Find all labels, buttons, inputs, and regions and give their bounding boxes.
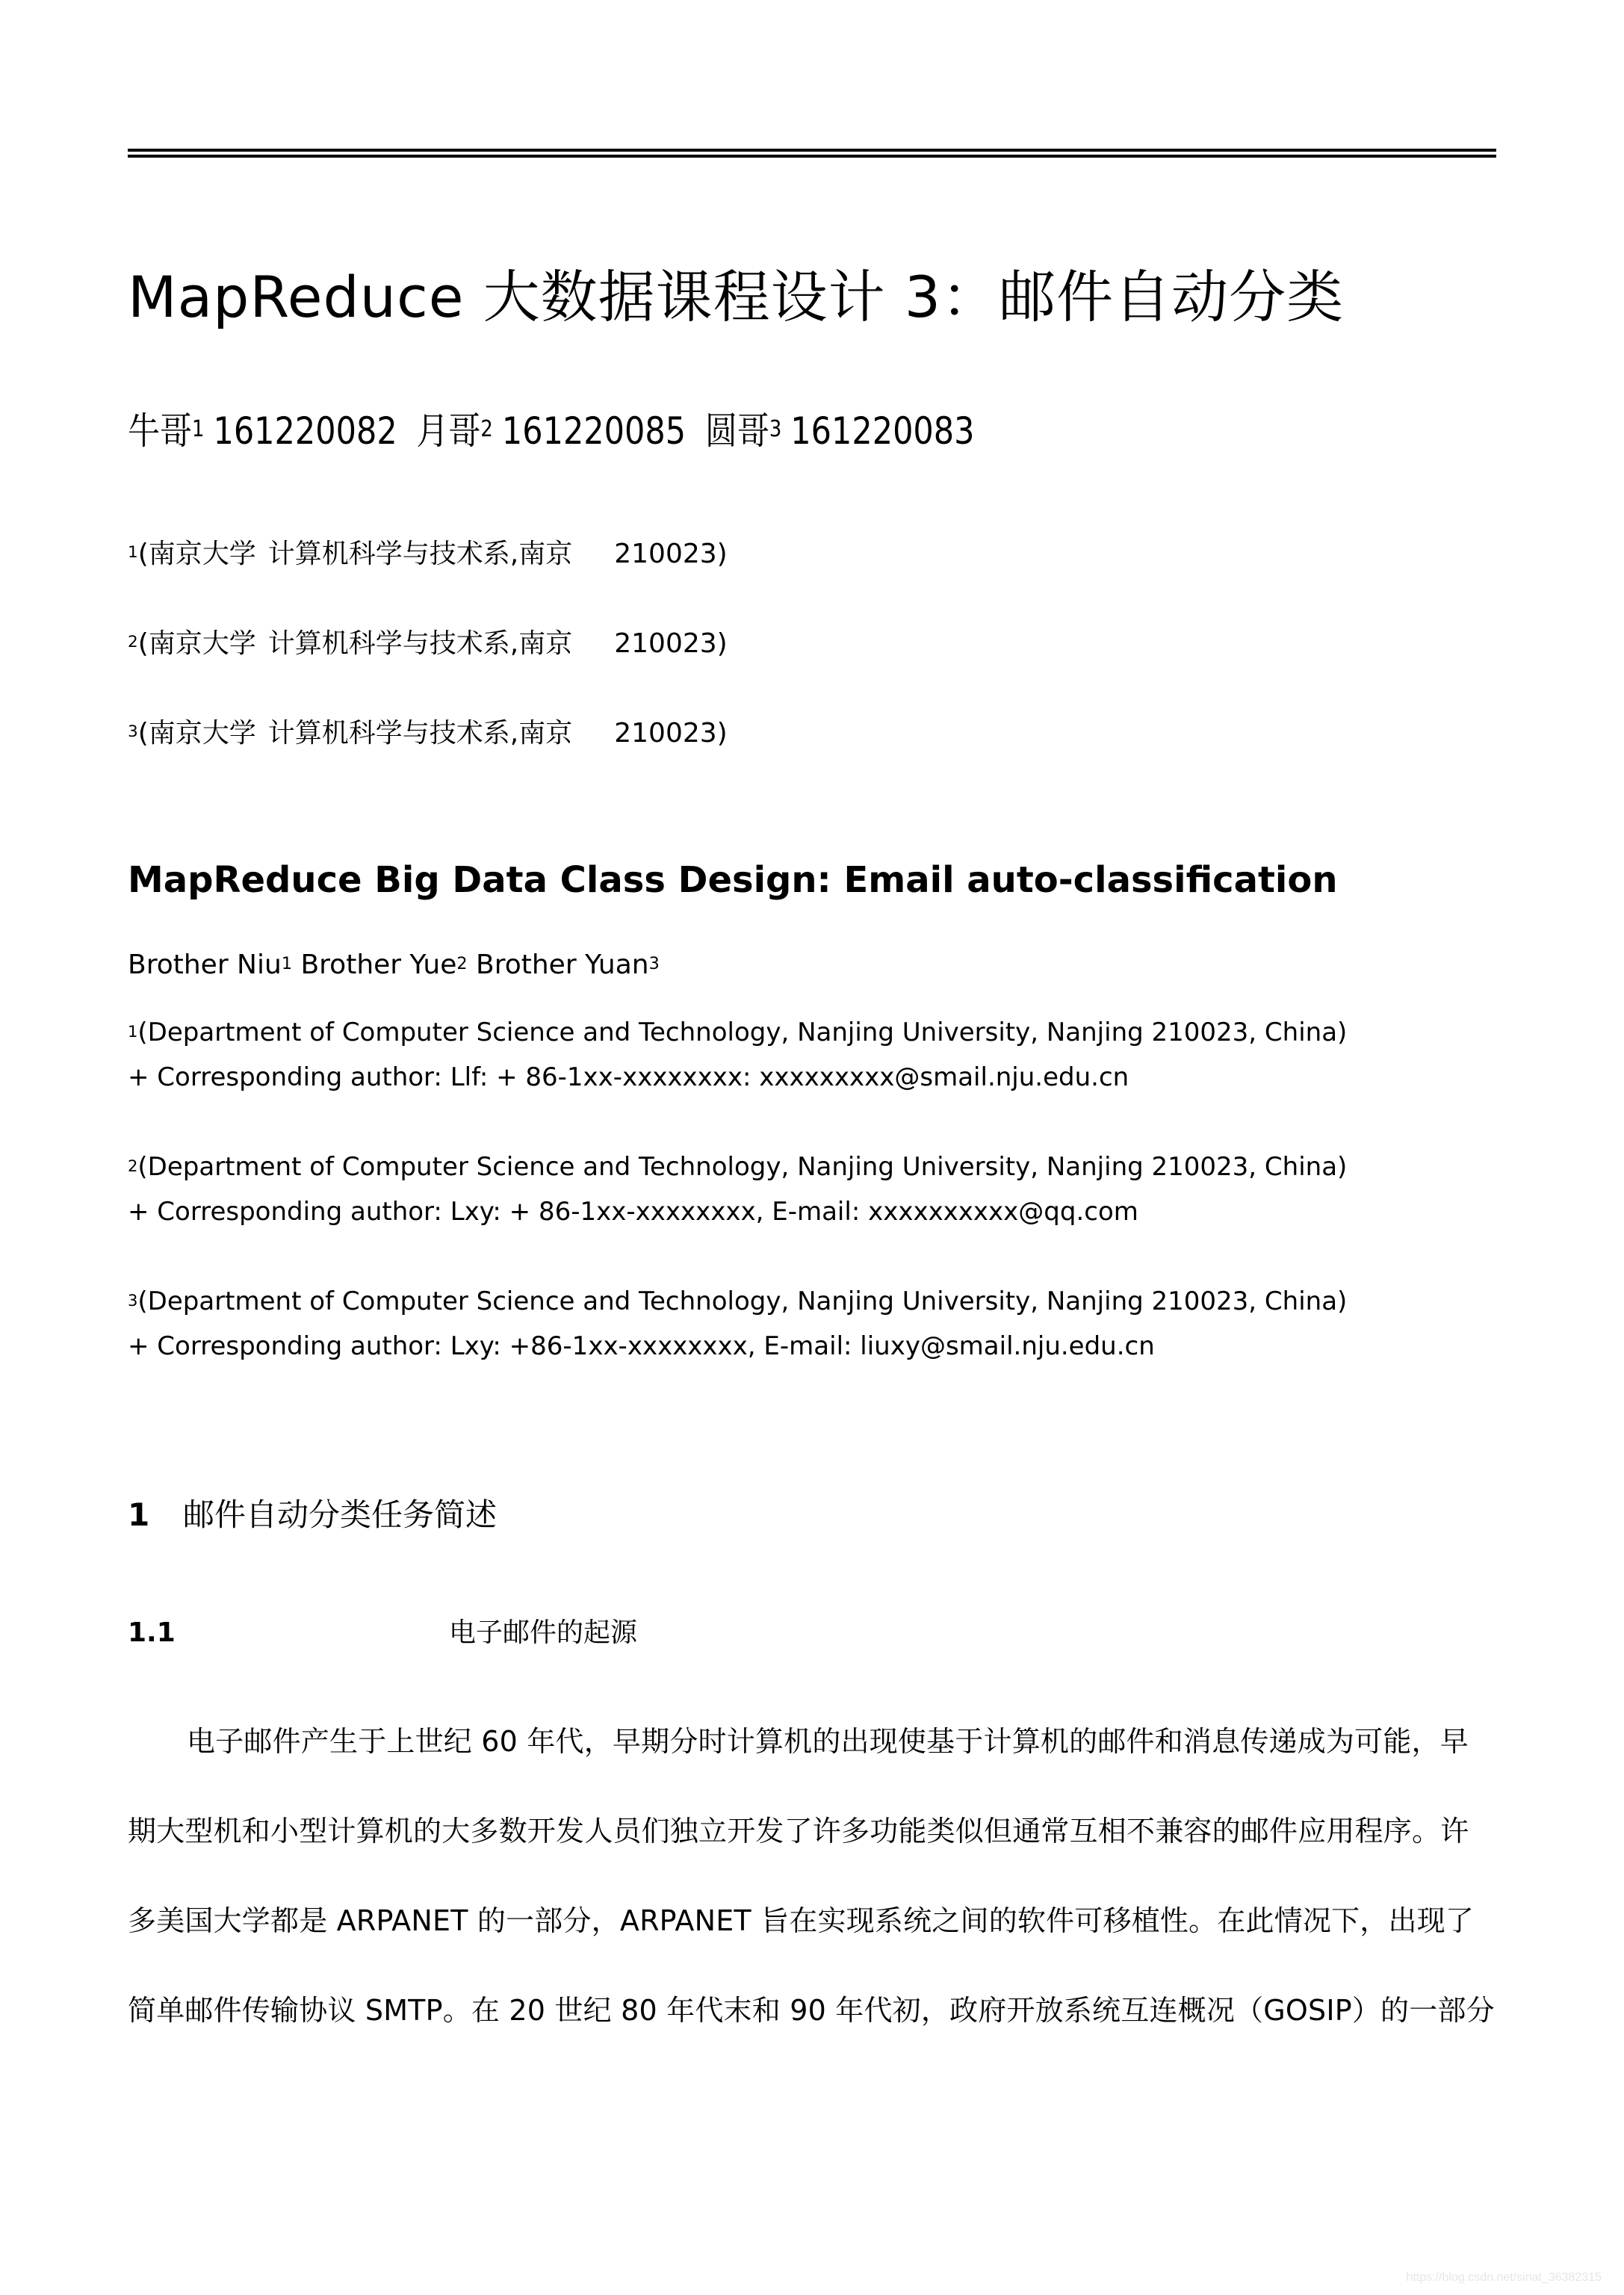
top-rule-lower bbox=[128, 155, 1496, 158]
subsection-number: 1.1 bbox=[128, 1617, 176, 1648]
section-heading bbox=[128, 1494, 497, 1536]
affiliation-cn: $^3$(南京大学 计算机科学与技术系,南京 210023) bbox=[128, 718, 728, 749]
affiliation-en: $^2$(Department of Computer Science and Technology, Nanjing University, Nanjing 210023, China) bbox=[128, 1152, 1348, 1182]
top-rule-upper bbox=[128, 149, 1496, 152]
student-id: 161220085 bbox=[501, 409, 687, 453]
subsection-title: 电子邮件的起源 bbox=[449, 1617, 638, 1648]
body-text-line: 电子邮件产生于上世纪 60 年代，早期分时计算机的出现使基于计算机的邮件和消息传递成为可能，早 bbox=[187, 1725, 1469, 1758]
section-title: 邮件自动分类任务简述 bbox=[183, 1496, 498, 1533]
authors-en: Brother Niu$^1$ Brother Yue$^2$ Brother Yuan$^3$ bbox=[128, 950, 660, 980]
paper-title-cn: MapReduce 大数据课程设计 3：邮件自动分类 bbox=[128, 264, 1345, 330]
body-text-line: 期大型机和小型计算机的大多数开发人员们独立开发了许多功能类似但通常互相不兼容的邮件应用程序。许 bbox=[128, 1815, 1469, 1848]
corresponding-author: + Corresponding author: Lxy: + 86-1xx-xxxxxxxx, E-mail: xxxxxxxxxx@qq.com bbox=[128, 1197, 1138, 1227]
corresponding-author: + Corresponding author: Llf: + 86-1xx-xxxxxxxx: xxxxxxxxx@smail.nju.edu.cn bbox=[128, 1062, 1129, 1092]
section-number: 1 bbox=[128, 1496, 150, 1533]
author-cn: 月哥$^2$ 161220085 bbox=[416, 409, 687, 453]
student-id: 161220083 bbox=[790, 409, 975, 453]
affiliation-en: $^3$(Department of Computer Science and Technology, Nanjing University, Nanjing 210023, China) bbox=[128, 1286, 1348, 1316]
authors-cn bbox=[128, 407, 984, 455]
body-text-line: 多美国大学都是 ARPANET 的一部分，ARPANET 旨在实现系统之间的软件可移植性。在此情况下，出现了 bbox=[128, 1904, 1475, 1937]
author-cn: 牛哥$^1$ 161220082 bbox=[128, 409, 397, 453]
watermark: https://blog.csdn.net/sinat_36382315 bbox=[1406, 2271, 1602, 2284]
affiliation-cn: $^1$(南京大学 计算机科学与技术系,南京 210023) bbox=[128, 539, 728, 569]
affiliation-cn: $^2$(南京大学 计算机科学与技术系,南京 210023) bbox=[128, 628, 728, 659]
paper-title-en: MapReduce Big Data Class Design: Email auto-classification bbox=[128, 859, 1338, 901]
author-cn: 圆哥$^3$ 161220083 bbox=[704, 409, 975, 453]
affiliation-en: $^1$(Department of Computer Science and Technology, Nanjing University, Nanjing 210023, China) bbox=[128, 1018, 1348, 1047]
subsection-heading bbox=[128, 1615, 637, 1651]
body-text-line: 简单邮件传输协议 SMTP。在 20 世纪 80 年代末和 90 年代初，政府开放系统互连概况（GOSIP）的一部分 bbox=[128, 1994, 1495, 2027]
student-id: 161220082 bbox=[213, 409, 397, 453]
corresponding-author: + Corresponding author: Lxy: +86-1xx-xxxxxxxx, E-mail: liuxy@smail.nju.edu.cn bbox=[128, 1331, 1155, 1361]
